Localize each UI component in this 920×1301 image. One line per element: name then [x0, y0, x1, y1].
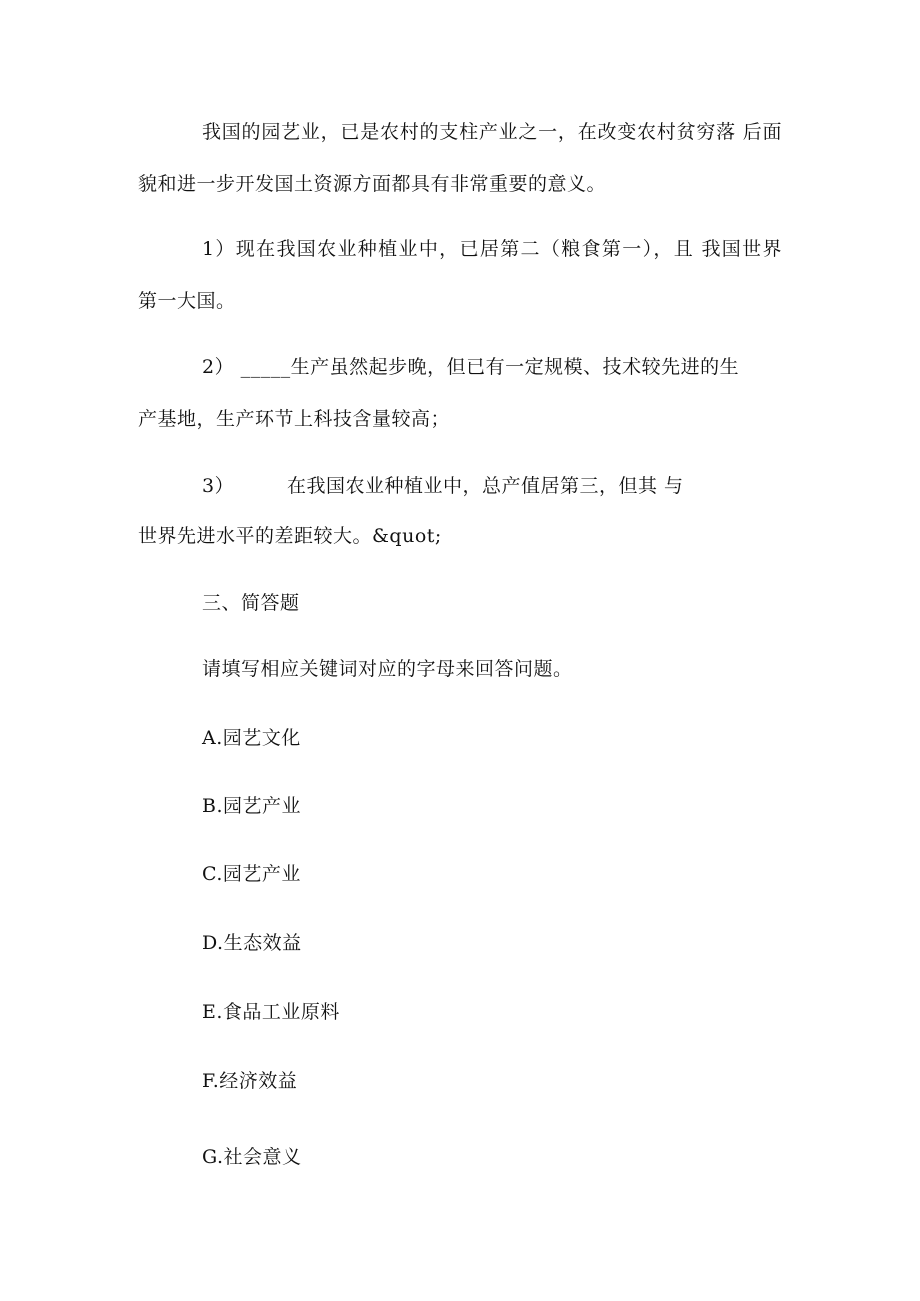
option-item: A.园艺文化 — [202, 727, 301, 749]
paragraph-line: 貌和进一步开发国土资源方面都具有非常重要的意义。 — [138, 173, 607, 195]
section-heading: 三、简答题 — [202, 592, 300, 614]
instruction-text: 请填写相应关键词对应的字母来回答问题。 — [202, 658, 573, 680]
list-item-line: 2） _____生产虽然起步晚，但已有一定规模、技术较先进的生 — [202, 356, 740, 378]
list-item-number: 3） — [202, 475, 235, 497]
paragraph-line: 我国的园艺业，已是农村的支柱产业之一，在改变农村贫穷落 后面 — [202, 121, 782, 143]
option-item: G.社会意义 — [202, 1146, 302, 1168]
option-item: F.经济效益 — [202, 1070, 298, 1092]
list-item-line: 世界先进水平的差距较大。&quot; — [138, 525, 442, 547]
list-item-line: 在我国农业种植业中，总产值居第三，但其 与 — [287, 475, 684, 497]
option-item: C.园艺产业 — [202, 863, 301, 885]
list-item-line: 第一大国。 — [138, 290, 236, 312]
option-item: E.食品工业原料 — [202, 1001, 340, 1023]
list-item-line: 产基地，生产环节上科技含量较高； — [138, 408, 451, 430]
list-item-line: 1）现在我国农业种植业中，已居第二（粮食第一），且 我国世界 — [202, 238, 782, 260]
option-item: B.园艺产业 — [202, 795, 302, 817]
option-item: D.生态效益 — [202, 932, 302, 954]
